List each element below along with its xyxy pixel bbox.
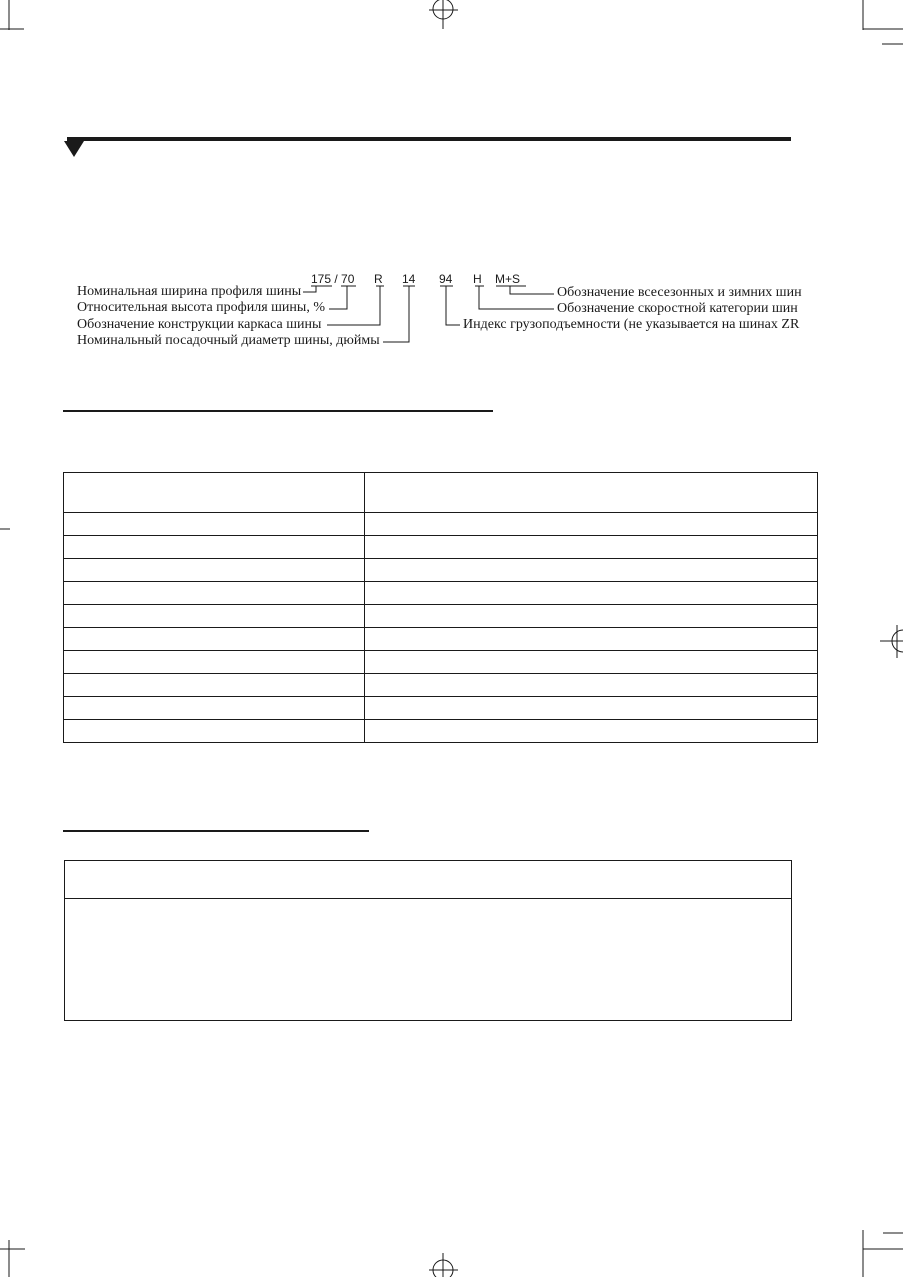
code-speed: H xyxy=(473,272,482,286)
table-cell xyxy=(64,559,365,582)
label-speed: Обозначение скоростной категории шин xyxy=(557,301,798,316)
table-cell xyxy=(64,582,365,605)
table-row xyxy=(64,513,818,536)
note-box-header xyxy=(65,861,791,899)
table-row xyxy=(64,628,818,651)
code-season: M+S xyxy=(495,272,521,286)
table-cell xyxy=(365,651,818,674)
table-cell xyxy=(365,628,818,651)
table-cell xyxy=(365,720,818,743)
spec-table xyxy=(63,472,818,743)
table-cell xyxy=(64,651,365,674)
label-width: Номинальная ширина профиля шины xyxy=(77,284,302,299)
table-cell xyxy=(365,697,818,720)
label-construction: Обозначение конструкции каркаса шины xyxy=(77,317,322,332)
table-cell xyxy=(365,536,818,559)
table-row xyxy=(64,697,818,720)
note-box xyxy=(64,860,792,1021)
table-cell xyxy=(64,536,365,559)
table-cell xyxy=(365,513,818,536)
table-cell xyxy=(64,605,365,628)
table-row xyxy=(64,582,818,605)
table-cell xyxy=(365,559,818,582)
label-aspect-ratio: Относительная высота профиля шины, % xyxy=(77,300,325,315)
table-cell xyxy=(365,605,818,628)
table-cell xyxy=(64,697,365,720)
section-heading-rule-2 xyxy=(63,830,369,832)
table-cell xyxy=(64,674,365,697)
code-width-ratio: 175 / 70 xyxy=(311,272,355,286)
table-row xyxy=(64,605,818,628)
code-construction: R xyxy=(374,272,383,286)
section-heading-rule xyxy=(63,410,493,412)
table-row xyxy=(64,536,818,559)
table-header-cell xyxy=(365,473,818,513)
table-cell xyxy=(365,674,818,697)
table-cell xyxy=(365,582,818,605)
table-row xyxy=(64,651,818,674)
table-cell xyxy=(64,720,365,743)
label-diameter: Номинальный посадочный диаметр шины, дюймы xyxy=(77,333,380,348)
table-cell xyxy=(64,628,365,651)
label-season: Обозначение всесезонных и зимних шин xyxy=(557,285,802,300)
table-row xyxy=(64,720,818,743)
code-diameter: 14 xyxy=(402,272,416,286)
table-body xyxy=(64,513,818,743)
table-header-row xyxy=(64,473,818,513)
table-row xyxy=(64,674,818,697)
code-load-index: 94 xyxy=(439,272,453,286)
label-load-index: Индекс грузоподъемности (не указывается на шинах ZR xyxy=(463,317,800,332)
table-header-cell xyxy=(64,473,365,513)
table-cell xyxy=(64,513,365,536)
table-row xyxy=(64,559,818,582)
